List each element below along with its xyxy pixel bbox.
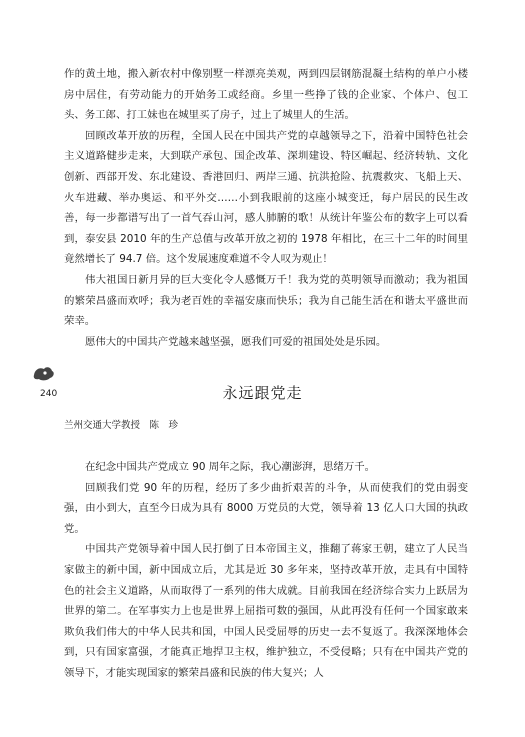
paragraph: 愿伟大的中国共产党越来越坚强，愿我们可爱的祖国处处是乐园。: [85, 335, 387, 348]
paragraph: 回顾改革开放的历程，全国人民在中国共产党的卓越领导之下，沿着中国特色社会主义道路健步走来，大到联产承包、国企改革、深圳建设、特区崛起、经济转轨、文化创新、西部开发、东北建设、香港回归、两岸三通、抗洪抢险、抗震救灾、飞船上天、火车进藏、举办奥运、和平外交……小到我眼前的这座小城变迁，每户居民的民生改善，每一步都谱写出了一首气吞山河，感人肺腑的歌！从统计年鉴公布的数字上可以看到，泰安县 2010 年的生产总值与改革开放之初的 1978 年相比，在三十二年的时间里竟然增长了 94.7 倍。这个发展速度难道不令人叹为观止！: [64, 129, 468, 266]
paragraph: 作的黄土地，搬入新农村中像别墅一样漂亮美观，两到四层钢筋混凝土结构的单户小楼房中居住，有劳动能力的开始务工或经商。乡里一些挣了钱的企业家、个体户、包工头、务工郎、打工妹也在城里买了房子，过上了城里人的生活。: [64, 68, 468, 122]
paragraph: 伟大祖国日新月异的巨大变化令人感慨万千！我为党的英明领导而激动；我为祖国的繁荣昌盛而欢呼；我为老百姓的幸福安康而快乐；我为自己能生活在和谐太平盛世而荣幸。: [64, 273, 468, 328]
top-text-block: [64, 64, 468, 352]
ink-blot-icon: [33, 366, 55, 382]
article-title: 永远跟党走: [222, 384, 303, 402]
paragraph: 在纪念中国共产党成立 90 周年之际，我心潮澎湃，思绪万千。: [85, 461, 375, 473]
paragraph: 回顾我们党 90 年的历程，经历了多少曲折艰苦的斗争，从而使我们的党由弱变强，由小到大，直至今日成为具有 8000 万党员的大党，领导着 13 亿人口大国的执政党。: [64, 481, 468, 535]
page-number: 240: [40, 389, 58, 399]
article-body: [64, 457, 468, 684]
article-byline: 兰州交通大学教授 陈 珍: [64, 420, 179, 431]
paragraph: 中国共产党领导着中国人民打倒了日本帝国主义，推翻了蒋家王朝，建立了人民当家做主的新中国，新中国成立后，尤其是近 30 多年来，坚持改革开放，走具有中国特色的社会主义道路，从而取得了一系列的伟大成就。目前我国在经济综合实力上跃居为世界的第二。在军事实力上也是世界上屈指可数的强国，从此再没有任何一个国家敢来欺负我们伟大的中华人民共和国，中国人民受屈辱的历史一去不复返了。我深深地体会到，只有国家富强，才能真正地捍卫主权，维护独立，不受侵略；只有在中国共产党的领导下，才能实现国家的繁荣昌盛和民族的伟大复兴；人: [64, 543, 468, 679]
